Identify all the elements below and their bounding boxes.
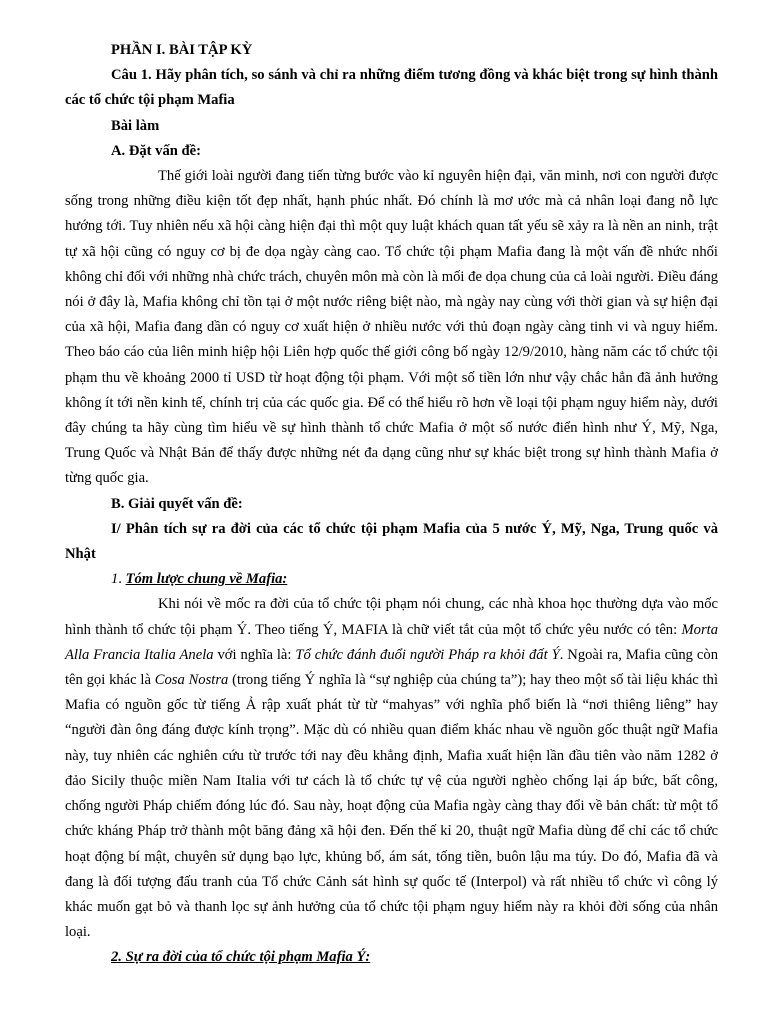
item1-dot: . [118,571,126,588]
item1-text-2: với nghĩa là: [213,646,296,663]
question-text: Câu 1. Hãy phân tích, so sánh và chỉ ra những điểm tương đồng và khác biệt trong sự hình thành các tổ chức tội phạm Mafia [65,67,718,109]
section-a-paragraph: Thế giới loài người đang tiến từng bước vào kỉ nguyên hiện đại, văn minh, nơi con người được sống trong những điều kiện tốt đẹp nhất, hạnh phúc nhất. Đó chính là mơ ước mà cả nhân loại đang nỗ lực hướng tới. Tuy nhiên nếu xã hội càng hiện đại thì một quy luật khách quan tất yếu sẽ xảy ra là nền an ninh, trật tự xã hội cũng có nguy cơ bị đe dọa ngày càng cao. Tổ chức tội phạm Mafia đang là một vấn đề nhức nhối không chỉ đối với những nhà chức trách, chuyên môn mà còn là mối đe dọa chung của cả loài người. Điều đáng nói ở đây là, Mafia không chỉ tồn tại ở một nước riêng biệt nào, mà ngày nay cùng với thời gian và sự hiện đại của xã hội, Mafia đang dần có nguy cơ xuất hiện ở nhiều nước với thủ đoạn ngày càng tinh vi và nguy hiểm. Theo báo cáo của liên minh hiệp hội Liên hợp quốc thế giới công bố ngày 12/9/2010, hàng năm các tổ chức tội phạm thu về khoảng 2000 tỉ USD từ hoạt động tội phạm. Với một số tiền lớn như vậy chắc hẳn đã ảnh hưởng không ít tới nền kinh tế, chính trị của các quốc gia. Để có thể hiểu rõ hơn về loại tội phạm nguy hiểm này, dưới đây chúng ta hãy cùng tìm hiểu về sự hình thành tổ chức Mafia ở một số nước điển hình như Ý, Mỹ, Nga, Trung Quốc và Nhật Bản để thấy được những nét đa dạng cũng như sự khác biệt trong sự hình thành Mafia ở từng quốc gia. [65,168,718,487]
section-a-heading: A. Đặt vấn đề: [111,142,201,159]
item1-title: Tóm lược chung về Mafia: [125,571,288,588]
part-title: PHẦN I. BÀI TẬP KỲ [111,42,253,58]
item1-italic-3: Cosa Nostra [154,672,229,689]
item1-text-3: . Ngoài ra, Mafia cũng còn tên gọi khác là [65,646,718,689]
section-b-subheading: I/ Phân tích sự ra đời của các tổ chức tội phạm Mafia của 5 nước Ý, Mỹ, Nga, Trung quốc và Nhật [65,520,718,563]
item2-heading: 2. Sự ra đời của tổ chức tội phạm Mafia Ý: [111,949,371,966]
item1-heading [65,567,718,592]
item1-italic-2: Tổ chức đánh đuổi người Pháp ra khỏi đất Ý [295,646,560,663]
item1-text-4: (trong tiếng Ý nghĩa là “sự nghiệp của chúng ta”); hay theo một số tài liệu khác thì Mafia có nguồn gốc từ tiếng Ả rập xuất phát từ từ “mahyas” với nghĩa phổ biến là “nơi thiêng liêng” hay “người đàn ông đáng được kính trọng”. Mặc dù có nhiều quan điểm khác nhau về nguồn gốc thuật ngữ Mafia này, tuy nhiên các nghiên cứu từ trước tới nay đều khẳng định, Mafia xuất hiện lần đầu tiên vào năm 1282 ở đảo Sicily thuộc miền Nam Italia với tư cách là tổ chức tự vệ của người nghèo chống lại áp bức, bất công, chống người Pháp chiếm đóng lúc đó. Sau này, hoạt động của Mafia ngày càng thay đổi về bản chất: từ một tổ chức kháng Pháp trở thành một băng đảng xã hội đen. Đến thế kỉ 20, thuật ngữ Mafia dùng để chỉ các tổ chức hoạt động bí mật, chuyên sử dụng bạo lực, khủng bố, ám sát, tống tiền, buôn lậu ma túy. Do đó, Mafia đã và đang là đối tượng đấu tranh của Tổ chức Cảnh sát hình sự quốc tế (Interpol) và rất nhiều tổ chức vì công lý khác muốn gạt bỏ và thanh lọc sự ảnh hưởng của tổ chức tội phạm nguy hiểm này ra khỏi đời sống của nhân loại. [65,672,718,941]
document-page [65,38,718,971]
item1-italic-1: Morta Alla Francia Italia Anela [65,621,718,663]
answer-label: Bài làm [111,117,160,134]
item1-text-1: Khi nói về mốc ra đời của tổ chức tội phạm nói chung, các nhà khoa học thường dựa vào mốc hình thành tổ chức tội phạm Ý. Theo tiếng Ý, MAFIA là chữ viết tắt của một tổ chức yêu nước có tên: [65,596,718,638]
section-b-heading: B. Giải quyết vấn đề: [111,495,243,512]
item1-number: 1 [111,571,119,588]
item1-paragraph [65,592,718,945]
